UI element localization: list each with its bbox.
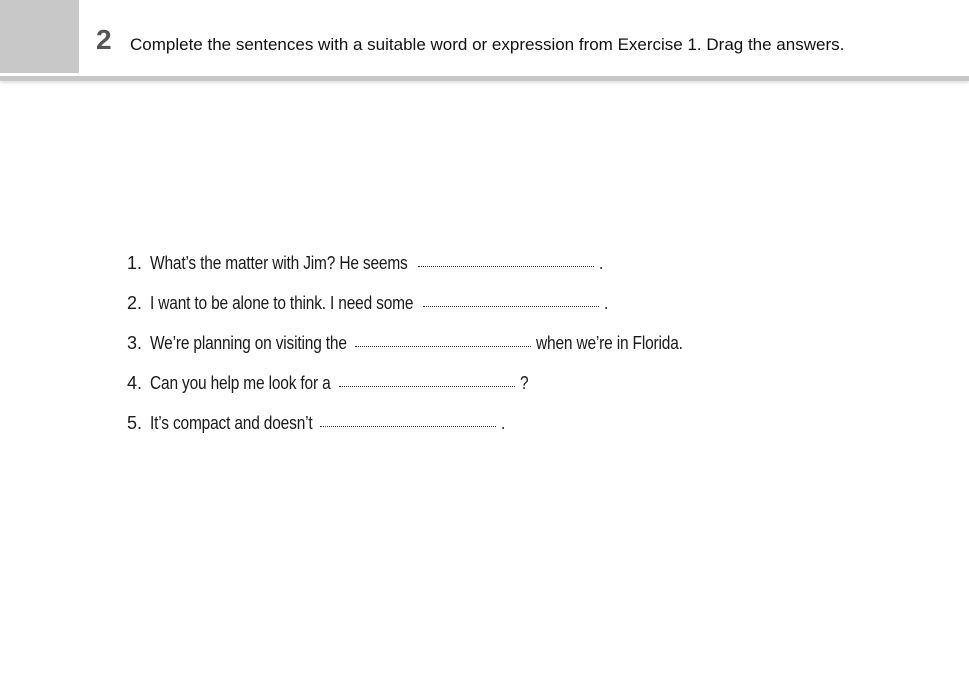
exercise-header [0,0,969,76]
header-divider [0,76,969,81]
answer-drop-zone-3[interactable] [355,332,531,347]
sentence-text-before: Can you help me look for a [150,373,331,393]
sentence-4 [127,372,686,412]
sentence-text-before: It’s compact and doesn’t [150,413,313,433]
sentence-3 [127,332,686,372]
sentence-number: 5. [127,413,143,433]
exercise-instruction: Complete the sentences with a suitable word or expression from Exercise 1. Drag the answers. [130,35,845,54]
sentence-text-before: What’s the matter with Jim? He seems [150,253,408,273]
sentence-number: 4. [127,373,143,393]
sentence-text-before: I want to be alone to think. I need some [150,293,414,313]
exercise-number: 2 [96,24,112,55]
sentence-number: 3. [127,333,143,353]
sentence-2 [127,292,686,332]
sentence-5 [127,412,686,452]
sentence-text-after: . [604,293,609,313]
sentence-text-after: ? [519,373,529,393]
sentence-text-after: . [501,413,506,433]
answer-drop-zone-4[interactable] [339,372,515,387]
sentence-number: 1. [127,253,143,273]
sentence-1 [127,252,686,292]
sentence-text-before: We’re planning on visiting the [150,333,347,353]
sentence-number: 2. [127,293,143,313]
answer-drop-zone-1[interactable] [418,252,594,267]
sentence-text-after: when we’re in Florida. [536,333,684,353]
answer-drop-zone-2[interactable] [423,292,599,307]
sentence-list [127,252,686,452]
sentence-text-after: . [598,253,603,273]
header-tab [0,0,79,73]
answer-drop-zone-5[interactable] [320,412,496,427]
